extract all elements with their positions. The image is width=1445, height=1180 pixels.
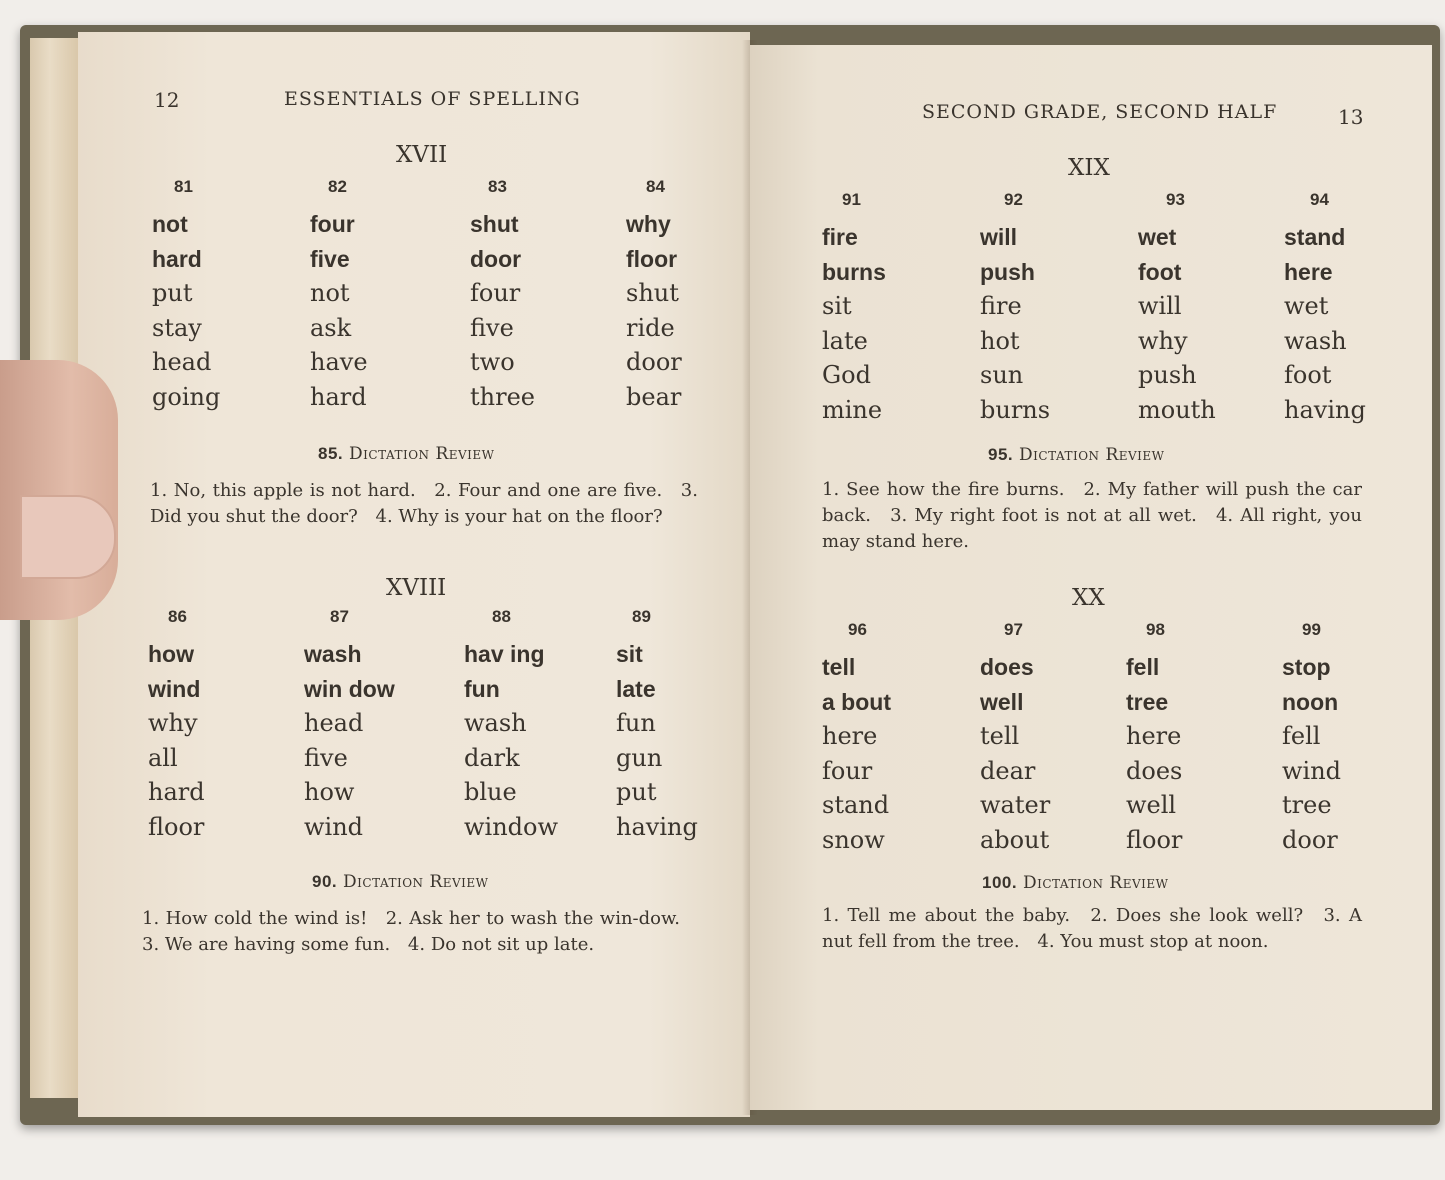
holding-hand xyxy=(0,360,118,620)
review-sentence: 2. Ask her to wash the win-dow. xyxy=(385,908,680,929)
word: fun xyxy=(616,709,656,737)
word: going xyxy=(152,382,221,411)
bold-word: wind xyxy=(148,675,201,702)
column-number: 83 xyxy=(488,177,507,196)
word-column xyxy=(148,607,205,844)
word: does xyxy=(1126,756,1183,785)
review-sentence: 3. A nut fell from the tree. xyxy=(822,905,1362,952)
word: here xyxy=(822,722,878,750)
word: mouth xyxy=(1138,395,1216,424)
word-column xyxy=(470,177,535,414)
section-roman-xix: XIX xyxy=(1068,155,1110,181)
column-number: 96 xyxy=(848,620,867,639)
bold-word: stop xyxy=(1282,654,1331,680)
column-number: 88 xyxy=(492,607,511,626)
left-page-number: 12 xyxy=(154,88,180,112)
word: snow xyxy=(822,825,885,854)
right-running-header: SECOND GRADE, SECOND HALF xyxy=(922,101,1278,123)
right-page xyxy=(750,45,1432,1110)
bold-word: fun xyxy=(464,675,500,702)
bold-word: a bout xyxy=(822,688,891,715)
word-column xyxy=(464,607,558,844)
review-sentence: 4. Do not sit up late. xyxy=(407,934,595,955)
word: wind xyxy=(304,812,364,841)
column-number: 98 xyxy=(1146,620,1165,639)
word-column xyxy=(310,177,368,414)
word: ask xyxy=(310,313,352,342)
word: how xyxy=(304,778,355,806)
word: put xyxy=(152,279,193,307)
column-number: 81 xyxy=(174,177,193,196)
word-column xyxy=(626,177,682,414)
word: about xyxy=(980,825,1050,854)
word: tree xyxy=(1282,791,1332,819)
word: why xyxy=(148,709,198,737)
word-column xyxy=(1282,620,1341,857)
review-title: Dictation Review xyxy=(343,872,489,892)
word: not xyxy=(310,279,350,307)
bold-word: does xyxy=(980,654,1034,680)
review-sentence: 2. Four and one are five. xyxy=(434,480,663,501)
word: bear xyxy=(626,382,682,411)
dictation-review-text xyxy=(142,906,692,958)
review-title: Dictation Review xyxy=(1023,873,1169,893)
word-column xyxy=(1138,190,1216,427)
word: door xyxy=(626,348,682,376)
column-number: 93 xyxy=(1166,190,1185,209)
review-title: Dictation Review xyxy=(349,444,495,464)
word-column xyxy=(822,190,886,427)
column-number: 92 xyxy=(1004,190,1023,209)
word: four xyxy=(470,279,521,307)
column-number: 91 xyxy=(842,190,861,209)
review-title: Dictation Review xyxy=(1019,445,1165,465)
word: window xyxy=(464,812,559,841)
word: fell xyxy=(1282,722,1321,750)
word: will xyxy=(1138,292,1182,320)
dictation-review-title xyxy=(982,873,1168,893)
word: door xyxy=(1282,825,1338,854)
word-column xyxy=(304,607,395,844)
column-number: 89 xyxy=(632,607,651,626)
word-column xyxy=(980,620,1050,857)
bold-word: why xyxy=(626,211,671,237)
word: ride xyxy=(626,313,675,342)
word: gun xyxy=(616,743,663,772)
word: tell xyxy=(980,722,1020,750)
bold-word: wash xyxy=(304,641,362,667)
bold-word: not xyxy=(152,211,188,237)
word: mine xyxy=(822,395,883,424)
word: sun xyxy=(980,361,1024,389)
review-number: 95. xyxy=(988,445,1014,464)
review-number: 85. xyxy=(318,444,344,463)
word: two xyxy=(470,348,515,376)
section-roman-xvii: XVII xyxy=(396,142,448,168)
bold-word: sit xyxy=(616,641,643,667)
bold-word: hav ing xyxy=(464,641,545,667)
word: head xyxy=(304,709,364,737)
word-column xyxy=(616,607,698,844)
bold-word: win dow xyxy=(304,675,395,702)
review-number: 100. xyxy=(982,873,1018,892)
bold-word: late xyxy=(616,675,656,702)
bold-word: fire xyxy=(822,224,858,250)
review-sentence: 2. My father will push the car back. xyxy=(822,479,1362,526)
dictation-review-title xyxy=(988,445,1165,465)
bold-word: hard xyxy=(152,245,202,272)
word-column xyxy=(152,177,220,414)
word: have xyxy=(310,348,368,376)
word: hard xyxy=(148,778,205,806)
bold-word: tree xyxy=(1126,688,1169,715)
column-number: 86 xyxy=(168,607,187,626)
bold-word: wet xyxy=(1138,224,1177,250)
word: push xyxy=(1138,361,1197,389)
word: put xyxy=(616,778,657,806)
word: floor xyxy=(1126,825,1183,854)
word-column xyxy=(822,620,891,857)
bold-word: fell xyxy=(1126,654,1160,680)
thumb-nail xyxy=(20,495,116,579)
word: God xyxy=(822,361,871,389)
review-sentence: 1. See how the fire burns. xyxy=(822,479,1065,500)
bold-word: well xyxy=(980,688,1024,715)
review-sentence: 3. We are having some fun. xyxy=(142,934,391,955)
bold-word: four xyxy=(310,211,355,237)
word: blue xyxy=(464,778,517,806)
word-column xyxy=(1284,190,1366,427)
dictation-review-text xyxy=(150,478,698,530)
bold-word: door xyxy=(470,245,522,272)
review-sentence: 4. All right, you may stand here. xyxy=(822,505,1362,552)
column-number: 94 xyxy=(1310,190,1329,209)
word: dark xyxy=(464,743,520,772)
section-roman-xx: XX xyxy=(1072,585,1105,611)
word: hard xyxy=(310,382,367,411)
bold-word: will xyxy=(980,224,1018,250)
word: all xyxy=(148,743,178,772)
section-roman-xviii: XVIII xyxy=(386,575,447,601)
column-number: 82 xyxy=(328,177,347,196)
dictation-review-title xyxy=(318,444,495,464)
bold-word: five xyxy=(310,245,350,272)
bold-word: here xyxy=(1284,258,1333,285)
review-sentence: 1. Tell me about the baby. xyxy=(822,905,1071,926)
word: stand xyxy=(822,791,890,819)
review-sentence: 1. How cold the wind is! xyxy=(142,908,368,929)
word: hot xyxy=(980,326,1020,355)
review-number: 90. xyxy=(312,872,338,891)
word: having xyxy=(616,812,698,841)
review-sentence: 4. You must stop at noon. xyxy=(1037,931,1269,952)
bold-word: burns xyxy=(822,258,886,285)
review-sentence: 3. My right foot is not at all wet. xyxy=(890,505,1197,526)
left-page xyxy=(78,32,750,1117)
review-sentence: 4. Why is your hat on the floor? xyxy=(375,506,663,527)
word-column xyxy=(980,190,1050,427)
bold-word: push xyxy=(980,258,1035,285)
bold-word: how xyxy=(148,641,194,667)
word: five xyxy=(304,743,348,772)
word: five xyxy=(470,313,514,342)
word: why xyxy=(1138,326,1188,355)
word: sit xyxy=(822,292,852,320)
dictation-review-text xyxy=(822,903,1362,955)
bold-word: shut xyxy=(470,211,519,237)
word: wash xyxy=(1284,326,1347,355)
word: wash xyxy=(464,709,527,737)
word: water xyxy=(980,791,1051,819)
dictation-review-title xyxy=(312,872,489,892)
bold-word: floor xyxy=(626,245,678,272)
word: shut xyxy=(626,279,679,307)
column-number: 84 xyxy=(646,177,665,196)
bold-word: stand xyxy=(1284,224,1346,250)
word: here xyxy=(1126,722,1182,750)
word-column xyxy=(1126,620,1182,857)
word: wind xyxy=(1282,756,1342,785)
word: late xyxy=(822,326,868,355)
word: wet xyxy=(1284,292,1329,320)
review-sentence: 3. Did you shut the door? xyxy=(150,480,698,527)
column-number: 87 xyxy=(330,607,349,626)
word: well xyxy=(1126,791,1177,819)
word: foot xyxy=(1284,361,1332,389)
review-sentence: 1. No, this apple is not hard. xyxy=(150,480,416,501)
bold-word: tell xyxy=(822,654,856,680)
word: having xyxy=(1284,395,1366,424)
dictation-review-text xyxy=(822,477,1362,555)
column-number: 99 xyxy=(1302,620,1321,639)
word: stay xyxy=(152,313,202,342)
word: dear xyxy=(980,756,1036,785)
bold-word: noon xyxy=(1282,688,1339,715)
word: fire xyxy=(980,292,1022,320)
left-running-header: ESSENTIALS OF SPELLING xyxy=(284,88,581,110)
word: head xyxy=(152,348,212,376)
word: four xyxy=(822,756,873,785)
review-sentence: 2. Does she look well? xyxy=(1090,905,1304,926)
bold-word: foot xyxy=(1138,258,1182,285)
column-number: 97 xyxy=(1004,620,1023,639)
word: burns xyxy=(980,395,1051,424)
word: three xyxy=(470,382,535,411)
word: floor xyxy=(148,812,205,841)
right-page-number: 13 xyxy=(1338,105,1364,129)
